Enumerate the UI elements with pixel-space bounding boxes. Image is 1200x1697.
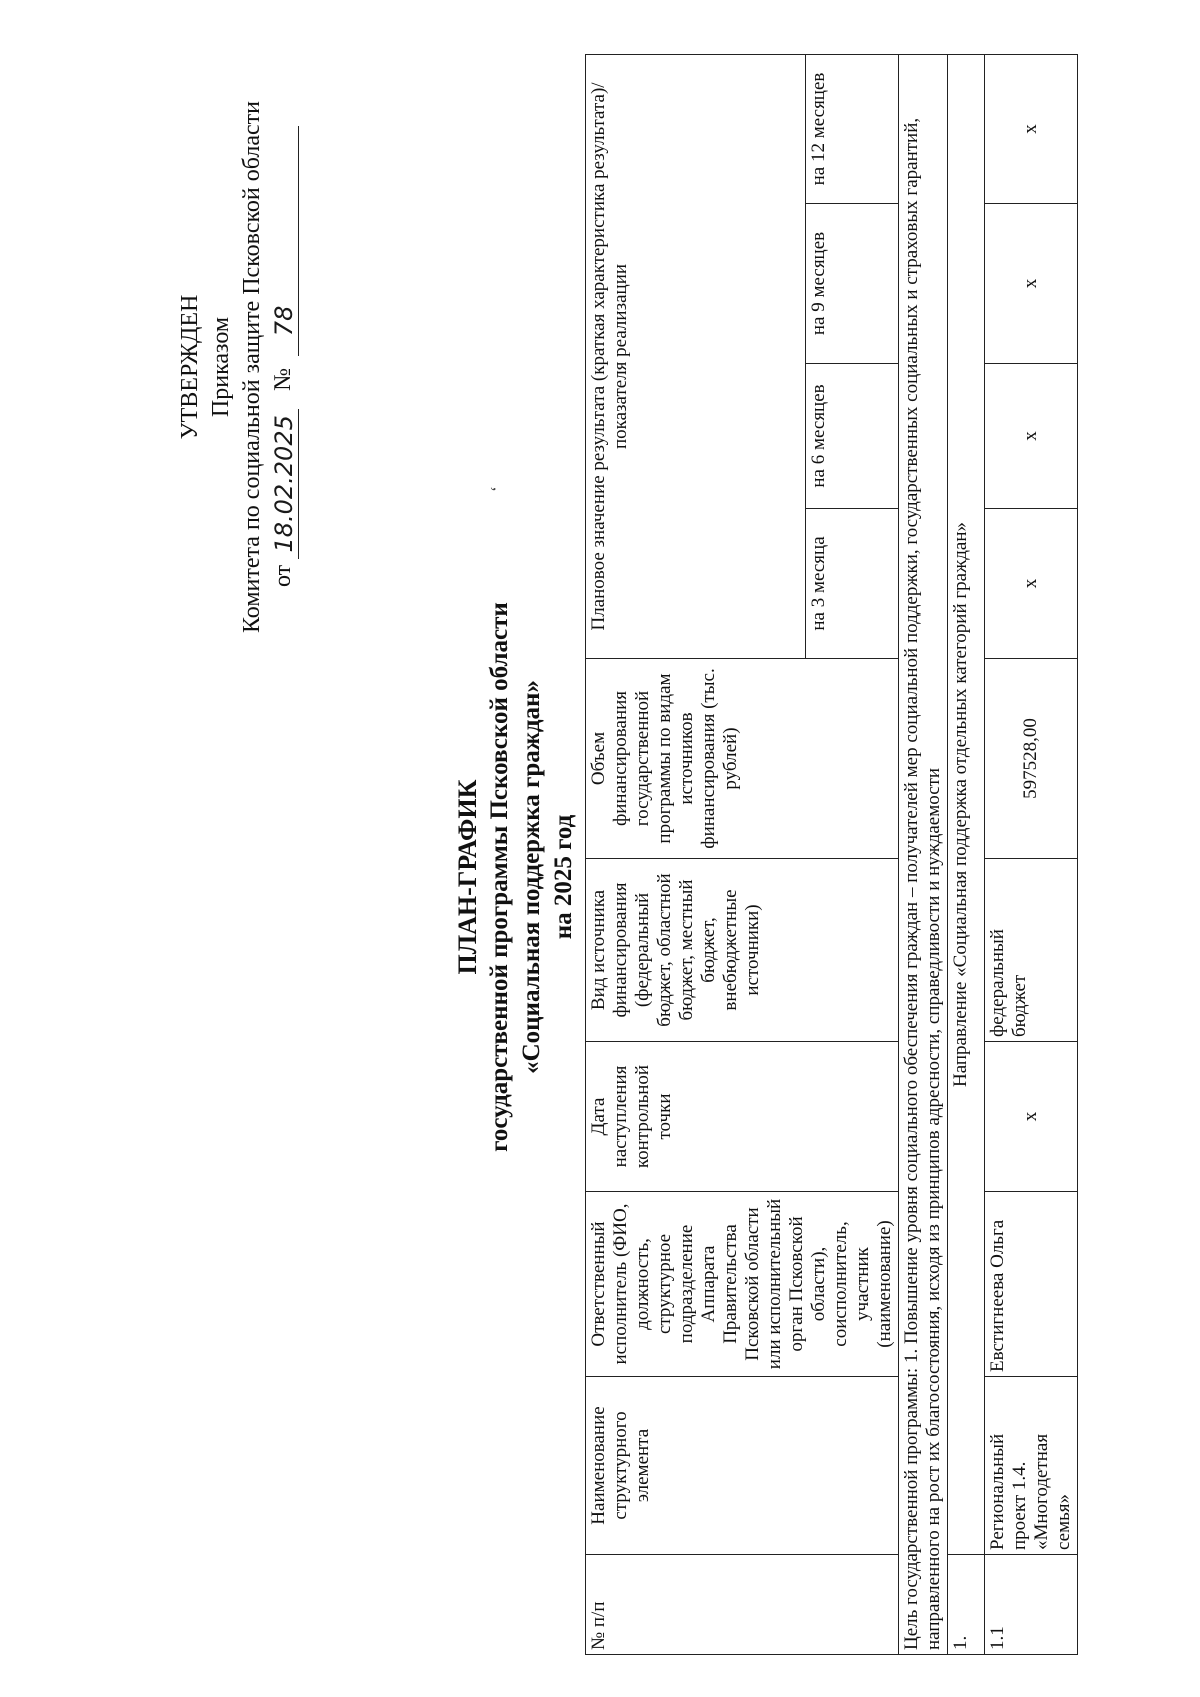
title-line-2: государственной программы Псковской области (486, 602, 513, 1152)
stray-mark: ‘ (487, 486, 507, 492)
row-12-months: х (985, 54, 1078, 203)
header-3-months: на 3 месяца (806, 509, 899, 659)
title-line-1: ПЛАН-ГРАФИК (453, 779, 482, 975)
title-line-3: «Социальная поддержка граждан» (518, 680, 545, 1074)
header-6-months: на 6 месяцев (806, 364, 899, 509)
header-row-1 (586, 54, 806, 1654)
document-title (452, 457, 580, 1297)
row-num: 1.1 (985, 1555, 1078, 1655)
approval-committee: Комитета по социальной защите Псковской области (239, 101, 265, 633)
goal-text: Цель государственной программы: 1. Повышение уровня социального обеспечения граждан – получателей мер социальной поддержки, государственных социальных и страховых гарантий, направленного на рост их благосостояния, исходя из принципов адресности, справедливости и нуждаемости (899, 54, 948, 1654)
row-volume: 597528,00 (985, 659, 1078, 859)
approval-number-sign: № (270, 367, 296, 391)
direction-text: Направление «Социальная поддержка отдельных категорий граждан» (948, 54, 985, 1554)
header-name: Наименование структурного элемента (586, 1377, 899, 1555)
approval-date-line (268, 87, 299, 647)
approval-from-label: от (270, 564, 296, 587)
approval-heading: УТВЕРЖДЕН (177, 294, 203, 440)
header-source: Вид источника финансирования (федеральный бюджет, областной бюджет, местный бюджет, внебюджетные источники) (586, 859, 899, 1042)
approval-order-label: Приказом (208, 316, 234, 418)
approval-date-handwritten: 18.02.2025 (270, 409, 299, 559)
row-6-months: х (985, 364, 1078, 509)
header-planned: Плановое значение результата (краткая характеристика результата)/показателя реализации (586, 54, 806, 658)
approval-number-underline (270, 126, 299, 286)
goal-row (899, 54, 948, 1654)
header-volume: Объем финансирования государственной программы по видам источников финансирования (тыс. рублей) (586, 659, 899, 859)
approval-block (175, 87, 299, 647)
table-row (985, 54, 1078, 1654)
header-9-months: на 9 месяцев (806, 204, 899, 364)
approval-number-handwritten: 78 (270, 286, 299, 356)
title-line-4: на 2025 год (550, 814, 577, 940)
plan-table (585, 54, 1078, 1655)
header-executor: Ответственный исполнитель (ФИО, должность, структурное подразделение Аппарата Правительства Псковской области или исполнительный орган Псковской области), соисполнитель, участник (наименование) (586, 1192, 899, 1377)
row-executor: Евстигнеева Ольга (985, 1192, 1078, 1377)
row-source: федеральный бюджет (985, 859, 1078, 1042)
row-9-months: х (985, 204, 1078, 364)
row-date: х (985, 1042, 1078, 1192)
header-date: Дата наступления контрольной точки (586, 1042, 899, 1192)
direction-row (948, 54, 985, 1654)
direction-num: 1. (948, 1555, 985, 1655)
header-num: № п/п (586, 1555, 899, 1655)
header-12-months: на 12 месяцев (806, 54, 899, 203)
row-3-months: х (985, 509, 1078, 659)
row-name: Региональный проект 1.4. «Многодетная семья» (985, 1377, 1078, 1555)
